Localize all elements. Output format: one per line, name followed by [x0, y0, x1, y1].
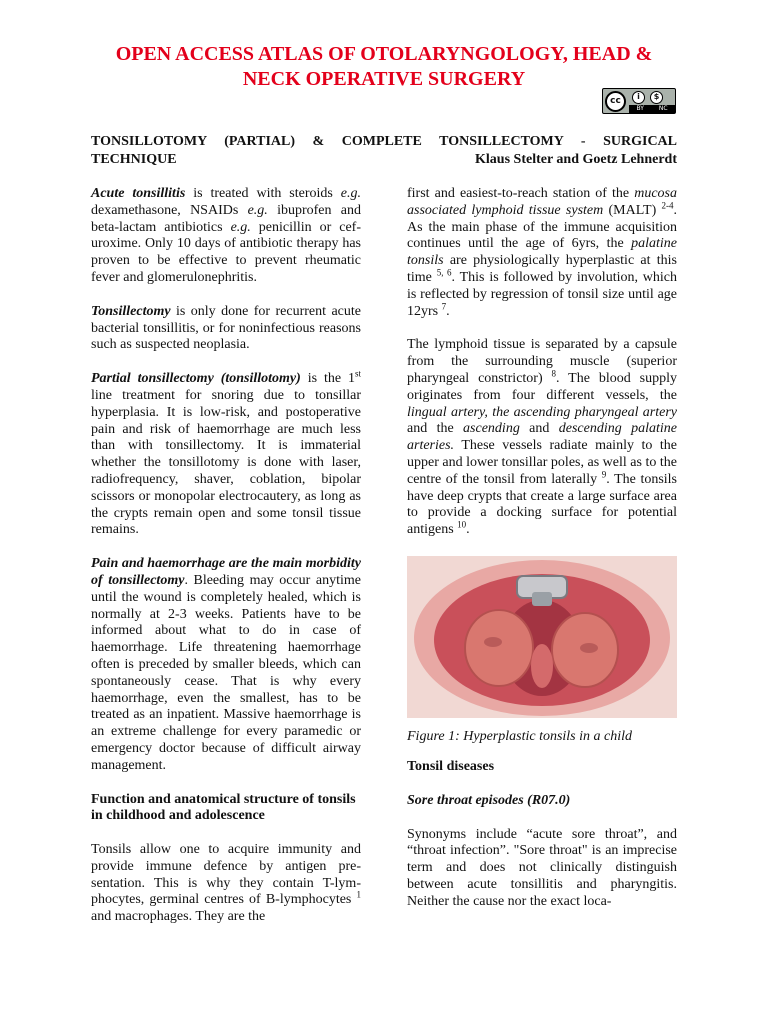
atlas-title [60, 42, 708, 92]
section-heading-tonsil-diseases: Tonsil diseases [407, 758, 495, 774]
subheading-sore-throat: Sore throat episodes (R07.0) [407, 792, 571, 808]
left-tonsil [465, 610, 533, 686]
atlas-title-line-2: NECK OPERATIVE SURGERY [242, 68, 526, 90]
attribution-icon: i [632, 91, 645, 104]
article-title-line-2: TECHNIQUE [91, 152, 177, 167]
license-by-label: BY [636, 105, 644, 112]
paragraph-lymphoid-tissue: The lymphoid tissue is separated by a capsule from the surrounding muscle (superior pharyngeal constrictor) $^8$. The blood supply originates from four different vessels, the lingual artery, the ascending pharyngeal artery and the ascending and descending palatine arteries. These vessels radiate mainly to the upper and lower tonsillar poles, as well as to the centre of the tonsil from laterally $^9$. The tonsils have deep crypts that create a large surface area to provide a docking surface for potential antigens $^{10}$. [407, 337, 678, 538]
license-nc-label: NC [658, 105, 668, 112]
atlas-title-line-1: OPEN ACCESS ATLAS OF OTOLARYNGOLOGY, HEAD & [115, 43, 653, 65]
term-acute-tonsillitis: Acute tonsillitis [91, 186, 186, 201]
paragraph-pain-haemorrhage: Pain and haemorrhage are the main morbidity of tonsillectomy. Bleeding may occur anytime until the wound is completely healed, which is normally at 2-3 weeks. Patients have to be informed about what to do in case of haemorrhage. Life threatening haemorrhage often is preceded by smaller bleeds, which can spontaneously cease. That is why every haemorrhage, even the smallest, has to be treated as an inpatient. Massive haemorrhage is an extreme challenge for every paramedic or emergency doctor because of difficult airway management. [91, 556, 361, 773]
paragraph-tonsillectomy: Tonsillectomy is only done for recurrent acute bacterial tonsillitis, or for noninfectious reasons such as suspected neoplasia. [91, 303, 361, 353]
creative-commons-icon: cc [605, 91, 626, 112]
figure-1-caption: Figure 1: Hyperplastic tonsils in a child [407, 728, 633, 744]
tongue-blade [532, 592, 552, 606]
figure-1-tonsils-photo [407, 556, 677, 718]
left-column [91, 186, 361, 943]
uvula [531, 644, 553, 688]
term-tonsillectomy: Tonsillectomy [91, 303, 171, 319]
left-tonsil-crypt [484, 637, 502, 647]
paragraph-malt: first and easiest-to-reach station of the mucosa associated lymphoid tissue system (MALT) $^{2-4}$. As the main phase of the immune acquisition continues until the age of 6yrs, the palatine tonsils are physiologically hyperplastic at this time $^{5, 6}$. This is followed by involution, which is reflected by regression of tonsil size until age 12yrs $^7$. [407, 186, 678, 319]
article-heading [91, 133, 677, 169]
term-partial-tonsillectomy: Partial tonsillectomy (tonsillotomy) [91, 371, 301, 387]
paragraph-tonsil-immunity: Tonsils allow one to acquire immunity and provide immune defence by antigen presentation. This is why they contain T-lymphocytes, germinal centres of B-lymphocytes $^1$ and macrophages. They are the [91, 842, 361, 925]
non-commercial-icon: $ [650, 91, 663, 104]
article-authors: Klaus Stelter and Goetz Lehnerdt [475, 152, 677, 167]
paragraph-sore-throat: Synonyms include “acute sore throat”, and “throat infection”. "Sore throat" is an imprecise term and does not clinically distinguish between acute tonsillitis and pharyngitis. Neither the cause nor the exact loca- [407, 826, 677, 909]
paragraph-partial-tonsillectomy: Partial tonsillectomy (tonsillotomy) is the 1st line treatment for snoring due to tonsillar hyperplasia. It is low-risk, and postoperative pain and risk of haemorrhage are much less than with tonsillectomy. It is immaterial whether the tonsillotomy is done with laser, radiofrequency, shaver, coblation, bipolar scissors or monopolar electrocautery, as long as the crypts remain open and some tonsil tissue remains. [91, 368, 361, 538]
article-title-line-1: TONSILLOTOMY (PARTIAL) & COMPLETE TONSILLECTOMY - SURGICAL [91, 134, 677, 149]
section-heading-function-anatomy: Function and anatomical structure of tonsils in childhood and adolescence [91, 791, 356, 824]
creative-commons-license-badge[interactable] [602, 88, 676, 114]
right-tonsil-crypt [580, 643, 598, 653]
term-pain-haemorrhage: Pain and haemorrhage are the main morbidity of tonsillectomy [91, 556, 361, 588]
paragraph-acute-tonsillitis: Acute tonsillitis is treated with steroids e.g. dexamethasone, NSAIDs e.g. ibuprofen and beta-lactam antibiotics e.g. penicillin or cefuroxime. Only 10 days of antibiotic therapy has proven to be effective to prevent rheumatic fever and glomerulonephritis. [91, 186, 361, 285]
license-terms-strip [629, 105, 675, 113]
right-column [407, 186, 677, 928]
